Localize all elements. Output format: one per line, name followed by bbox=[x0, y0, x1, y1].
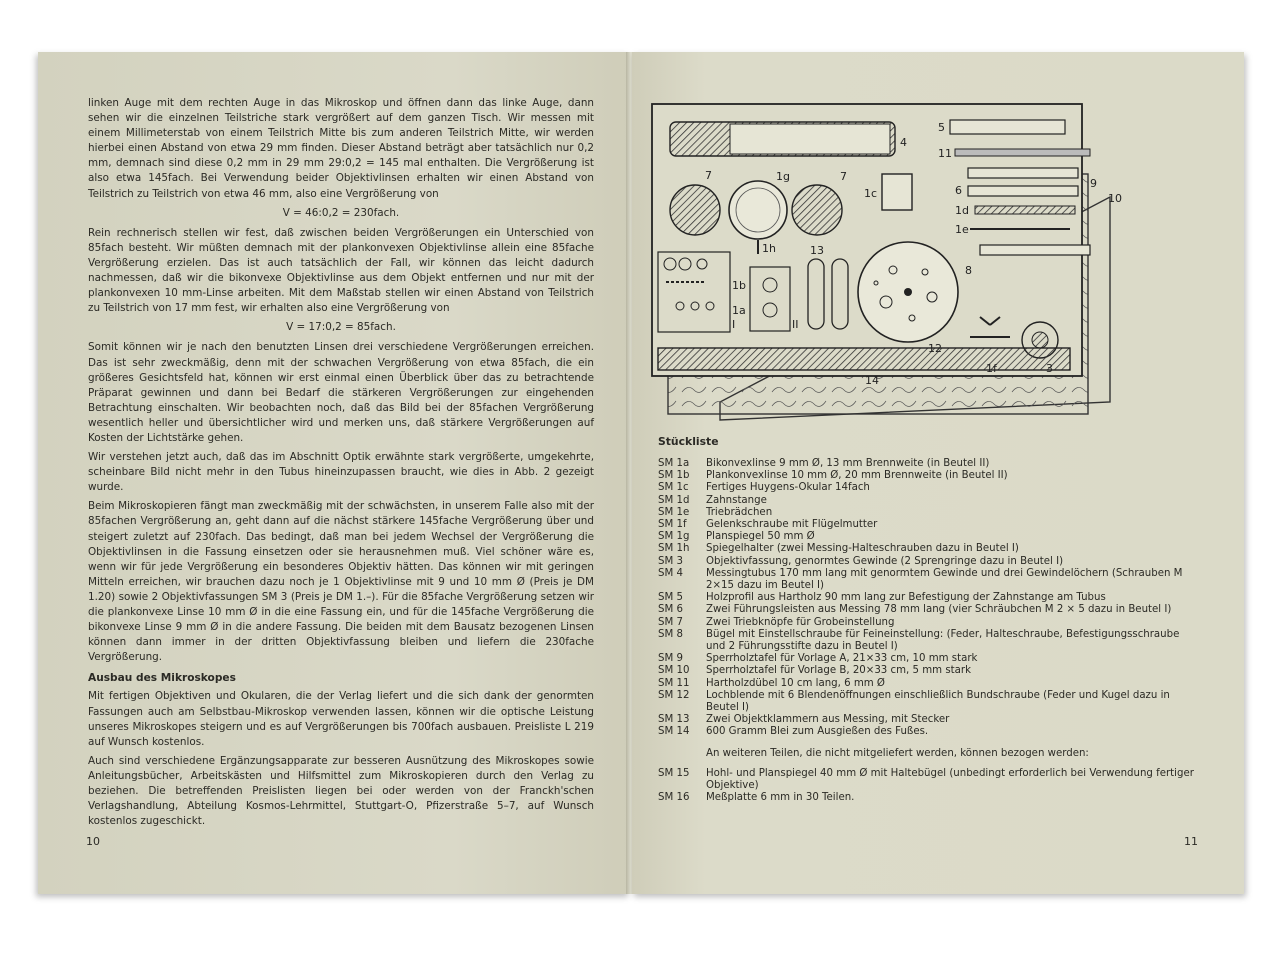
figure-label: 9 bbox=[1090, 177, 1097, 190]
list-item: SM 14 600 Gramm Blei zum Ausgießen des Fußes. bbox=[658, 726, 929, 738]
figure-label: 10 bbox=[1108, 192, 1122, 205]
figure-label: 14 bbox=[865, 374, 879, 387]
list-item: SM 9 Sperrholztafel für Vorlage A, 21×33 cm, 10 mm stark bbox=[658, 653, 978, 665]
list-item: SM 7 Zwei Triebknöpfe für Grobeinstellung bbox=[658, 616, 895, 628]
formula: V = 46:0,2 = 230fach. bbox=[282, 206, 400, 219]
list-item: SM 1h Spiegelhalter (zwei Messing-Halteschrauben dazu in Beutel I) bbox=[658, 543, 1019, 555]
list-item: SM 1b Plankonvexlinse 10 mm Ø, 20 mm Brennweite (in Beutel II) bbox=[658, 470, 1008, 482]
list-item: SM 5 Holzprofil aus Hartholz 90 mm lang zur Befestigung der Zahnstange am Tubus bbox=[658, 592, 1106, 604]
figure-label: 1f bbox=[986, 362, 997, 375]
paragraph: Wir verstehen jetzt auch, daß das im Abschnitt Optik erwähnte stark vergrößerte, umgekehrte, scheinbare Bild nicht mehr in den Tubus hineinzupassen braucht, wie dies in Abb. 2 gezeigt wurde. bbox=[88, 451, 594, 494]
paragraph: Beim Mikroskopieren fängt man zweckmäßig mit der schwächsten, in unserem Falle also mit der 85fachen Vergrößerung an, geht dann auf die nächst stärkere 145fache Vergrößerung über und steigert zuletzt auf 230fach. Das bedingt, daß man bei jedem Wechsel der Vergrößerung die Objektivlinsen in die Fassung einsetzen oder sie herausnehmen muß. Viel schöner wäre es, wenn wir für jede Vergrößerung ein besonderes Objektiv hätten. Das können wir mit geringen Mitteln erreichen, wir brauchen dazu noch je 1 Objektivlinse mit 9 und 10 mm Ø (Preis je DM 1.20) sowie 2 Objektivfassungen SM 3 (Preis je DM 1.–). Für die 85fache Vergrößerung setzen wir die plankonvexe Linse 10 mm Ø in die eine Fassung ein, und für die 145fache Vergrößerung die bikonvexe Linse 9 mm Ø in die andere Fassung. Die beiden mit dem Bausatz bezogenen Linsen können dann immer in der dritten Objektivfassung bleiben und liefern die 230fache Vergrößerung. bbox=[88, 500, 594, 664]
paragraph: Mit fertigen Objektiven und Okularen, die der Verlag liefert und die sich dank der genormten Fassungen auch am Selbstbau-Mikroskop verwenden lassen, können wir die optische Leistung unseres Mikroskopes steigern und es auf Vergrößerungen bis 700fach ausbauen. Preisliste L 219 auf Wunsch kostenlos. bbox=[88, 690, 594, 748]
figure-label: 8 bbox=[965, 264, 972, 277]
parts-list-title: Stückliste bbox=[658, 435, 719, 448]
list-item: SM 12 Lochblende mit 6 Blendenöffnungen einschließlich Bundschraube (Feder und Kugel dazu in Beutel I) bbox=[658, 689, 1170, 714]
figure-label: 7 bbox=[705, 169, 712, 182]
figure-label: 5 bbox=[938, 121, 945, 134]
left-page bbox=[38, 52, 630, 894]
formula: V = 17:0,2 = 85fach. bbox=[286, 321, 396, 334]
section-heading: Ausbau des Mikroskopes bbox=[88, 672, 236, 685]
list-item: SM 16 Meßplatte 6 mm in 30 Teilen. bbox=[658, 792, 855, 804]
list-item: SM 6 Zwei Führungsleisten aus Messing 78 mm lang (vier Schräubchen M 2 × 5 dazu in Beutel I) bbox=[658, 604, 1172, 616]
list-item: SM 1c Fertiges Huygens-Okular 14fach bbox=[658, 482, 870, 494]
list-item: SM 1f Gelenkschraube mit Flügelmutter bbox=[658, 519, 878, 531]
list-item: SM 3 Objektivfassung, genormtes Gewinde (2 Sprengringe dazu in Beutel I) bbox=[658, 555, 1064, 567]
list-item: SM 1g Planspiegel 50 mm Ø bbox=[658, 531, 815, 543]
paragraph: Auch sind verschiedene Ergänzungsapparate zur besseren Ausnützung des Mikroskopes sowie Anleitungsbücher, Arbeitskästen und Hilfsmittel zum Mikroskopieren durch den Verlag zu beziehen. Die betreffenden Preislisten liegen bei oder werden von der Franckh'schen Verlagshandlung, Abteilung Kosmos-Lehrmittel, Stuttgart-O, Pfizerstraße 5–7, auf Wunsch kostenlos zugeschickt. bbox=[88, 754, 594, 828]
figure-label: II bbox=[792, 318, 799, 331]
open-booklet bbox=[38, 52, 1244, 894]
list-item: SM 1e Triebrädchen bbox=[658, 506, 773, 518]
right-page bbox=[632, 52, 1244, 894]
additional-parts-note: An weiteren Teilen, die nicht mitgeliefert werden, können bezogen werden: bbox=[706, 747, 1089, 759]
figure-label: 1d bbox=[955, 204, 969, 217]
list-item: SM 13 Zwei Objektklammern aus Messing, mit Stecker bbox=[658, 714, 950, 726]
tube-part bbox=[670, 122, 895, 156]
figure-label: 4 bbox=[900, 136, 907, 149]
list-item: SM 8 Bügel mit Einstellschraube für Feineinstellung: (Feder, Halteschraube, Befestigungsschraube und 2 Führungsstifte dazu in Beutel I) bbox=[658, 628, 1180, 653]
figure-label: 1a bbox=[732, 304, 746, 317]
figure-label: 12 bbox=[928, 342, 942, 355]
figure-label: I bbox=[732, 318, 736, 331]
paragraph: linken Auge mit dem rechten Auge in das Mikroskop und öffnen dann das linke Auge, dann sehen wir die einzelnen Teilstriche stark vergrößert auf dem ganzen Tisch. Wir messen mit einem Millimeterstab von einem Teilstrich Mitte bis zum anderen Teilstrich Mitte, wir werden hierbei einen Abstand von etwa 29 mm finden. Dieser Abstand beträgt aber tatsächlich nur 0,2 mm, demnach sind diese 0,2 mm in 29 mm 29:0,2 = 145 mal enthalten. Die Vergrößerung ist also etwa 145fach. Bei Verwendung beider Objektivlinsen erhalten wir einen Abstand von Teilstrich zu Teilstrich von etwa 46 mm, also eine Vergrößerung von bbox=[88, 97, 594, 200]
parts-illustration bbox=[650, 102, 1120, 432]
list-item: SM 1a Bikonvexlinse 9 mm Ø, 13 mm Brennweite (in Beutel II) bbox=[658, 458, 990, 469]
list-item: SM 15 Hohl- und Planspiegel 40 mm Ø mit Haltebügel (unbedingt erforderlich bei Verwendung fertiger Objektive) bbox=[658, 767, 1194, 792]
figure-label: 1c bbox=[864, 187, 878, 200]
figure-label: 6 bbox=[955, 184, 962, 197]
figure-label: 7 bbox=[840, 170, 847, 183]
page-number: 10 bbox=[86, 835, 100, 848]
paragraph: Rein rechnerisch stellen wir fest, daß zwischen beiden Vergrößerungen ein Unterschied von 85fach besteht. Wir müßten demnach mit der plankonvexen Objektivlinse allein eine 85fache Vergrößerung erzielen. Das ist auch tatsächlich der Fall, wir können das leicht dadurch nachmessen, daß wir die bikonvexe Objektivlinse aus dem Objekt entfernen und nur mit der plankonvexen 10 mm-Linse arbeiten. Mit dem Maßstab stellen wir einen Abstand von Teilstrich zu Teilstrich von 17 mm fest, wir erhalten also eine Vergrößerung von bbox=[88, 226, 594, 315]
page-number: 11 bbox=[1184, 835, 1198, 848]
list-item: SM 1d Zahnstange bbox=[658, 494, 767, 506]
figure-label: 1e bbox=[955, 223, 969, 236]
list-item: SM 4 Messingtubus 170 mm lang mit genormtem Gewinde und drei Gewindelöchern (Schrauben M 2×15 dazu im Beutel I) bbox=[658, 567, 1183, 592]
figure-label: 1g bbox=[776, 170, 790, 183]
list-item: SM 11 Hartholzdübel 10 cm lang, 6 mm Ø bbox=[658, 677, 885, 689]
figure-label: 1b bbox=[732, 279, 746, 292]
paragraph: Somit können wir je nach den benutzten Linsen drei verschiedene Vergrößerungen erreichen. Das ist sehr zweckmäßig, denn mit der schwachen Vergrößerung von etwa 85fach, die ein größeres Gesichtsfeld hat, können wir erst einmal einen Überblick über das zu betrachtende Präparat gewinnen und dann bei Bedarf die stärkeren Vergrößerungen zur eingehenden Betrachtung einschalten. Wir beobachten noch, daß das Bild bei der 85fachen Vergrößerung wesentlich heller und übersichtlicher wird und merken uns, daß stärkere Vergrößerungen auf Kosten der Lichtstärke gehen. bbox=[88, 341, 594, 444]
list-item: SM 10 Sperrholztafel für Vorlage B, 20×33 cm, 5 mm stark bbox=[658, 665, 971, 677]
parts-list bbox=[658, 458, 1198, 804]
figure-label: 11 bbox=[938, 147, 952, 160]
figure-label: 13 bbox=[810, 244, 824, 257]
left-page-text bbox=[88, 96, 594, 833]
figure-label: 1h bbox=[762, 242, 776, 255]
figure-label: 3 bbox=[1046, 362, 1053, 375]
